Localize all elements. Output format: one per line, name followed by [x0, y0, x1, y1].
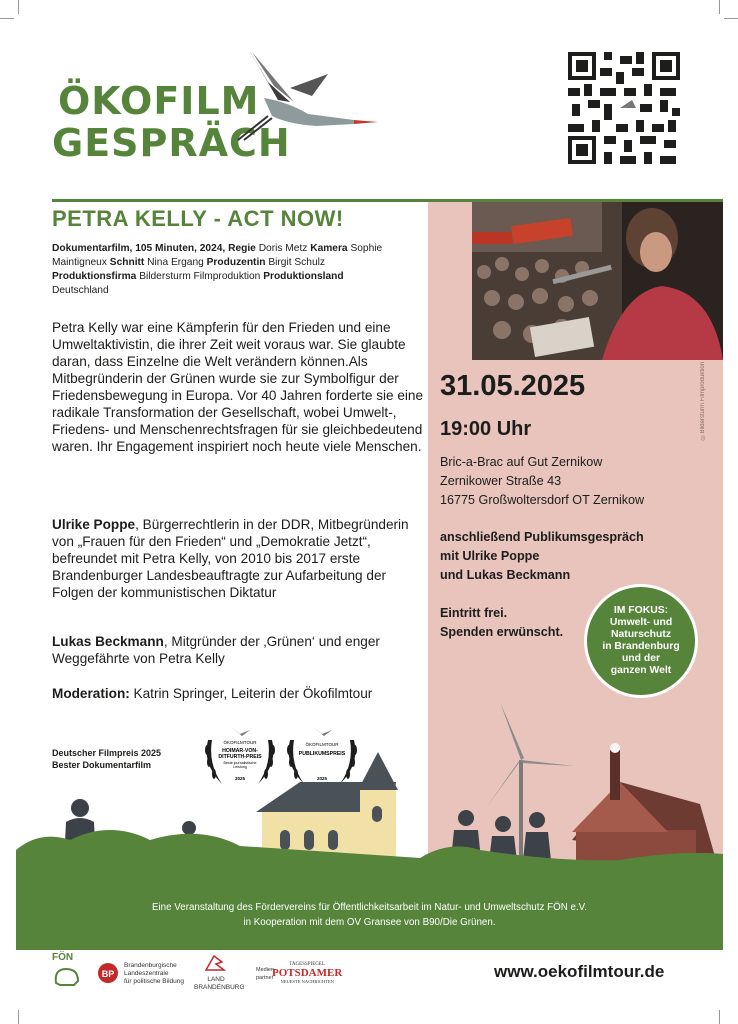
firma-value: Bildersturm Filmproduktion — [139, 271, 261, 282]
regie-value: Doris Metz — [258, 243, 308, 254]
prize-line1: Deutscher Filmpreis 2025 — [52, 748, 162, 758]
frog-icon — [52, 963, 82, 987]
film-title: PETRA KELLY - ACT NOW! — [52, 206, 344, 231]
land-brandenburg-text — [194, 976, 245, 992]
land-line: BRANDENBURG — [194, 984, 245, 991]
laurel-name1: HOIMAR-VON- — [222, 748, 258, 754]
moderation-label: Moderation: — [52, 686, 130, 701]
laurel-top: ÖKOFILMTOUR — [305, 742, 339, 747]
schnitt-label: Schnitt — [109, 257, 145, 268]
badge-line: IM FOKUS: — [613, 605, 669, 616]
kamera-value: Sophie Maintigneux — [52, 243, 383, 268]
guest-lukas-beckmann — [52, 633, 424, 667]
media-line: partner — [256, 975, 274, 981]
badge-line: Umwelt- und — [609, 617, 673, 628]
venue-line: Bric-a-Brac auf Gut Zernikow — [440, 455, 603, 469]
blpb-icon — [97, 962, 119, 984]
laurel-sub2: Leistung — [233, 765, 247, 769]
film-still-photo — [472, 202, 723, 360]
footer-text — [16, 900, 723, 930]
footer-line2: in Kooperation mit dem OV Gransee von B90/Die Grünen. — [243, 917, 496, 928]
crop-mark — [18, 0, 19, 14]
guest-ulrike-poppe — [52, 516, 424, 601]
footer-line1: Eine Veranstaltung des Fördervereins für Öffentlichkeitsarbeit im Natur- und Umweltschutz FÖN e.V. — [151, 902, 588, 913]
event-time: 19:00 Uhr — [440, 418, 532, 440]
fon-logo-text: FÖN — [52, 952, 74, 963]
pnn-line: NEUESTE NACHRICHTEN — [280, 979, 334, 984]
pnn-logo — [272, 962, 342, 984]
crop-mark — [719, 1010, 720, 1024]
land-label: Produktionsland — [263, 271, 344, 282]
website-link[interactable]: www.oekofilmtour.de — [494, 962, 665, 981]
event-entry — [440, 604, 563, 642]
crane-bird-icon — [228, 42, 384, 142]
laurel-name2: DITFURTH-PREIS — [218, 754, 262, 760]
badge-line: Naturschutz — [610, 629, 672, 640]
entry-line: Eintritt frei. — [440, 606, 508, 620]
prize-line2: Bester Dokumentarfilm — [52, 760, 152, 770]
firma-label: Produktionsfirma — [52, 271, 137, 282]
event-talk — [440, 528, 644, 585]
laurel-year: 2025 — [234, 776, 246, 781]
svg-text:BP: BP — [101, 969, 115, 979]
crowd-photo-illustration — [472, 202, 723, 360]
blpb-line: Landeszentrale — [124, 970, 169, 977]
badge-line: und der — [621, 653, 661, 664]
laurel-sub1: Beste journalistische — [223, 761, 257, 765]
film-description: Petra Kelly war eine Kämpferin für den Frieden und eine Umweltaktivistin, die ihrer Zeit weit voraus war. Sie glaubte daran, dass Einzelne die Welt verändern können.Als Mitbegründerin der Grünen wurde sie zur Symbolfigur der Friedensbewegung in Europa. Vor 40 Jahren forderte sie eine radikale Transformation der Gesellschaft, wobei Umwelt-, Friedens- und Menschenrechtsfragen für sie gleichbedeutend waren. Ihr Engagement inspiriert noch heute viele Menschen. — [52, 320, 424, 454]
film-info: Dokumentarfilm, 105 Minuten, 2024, — [52, 243, 226, 254]
land-value: Deutschland — [52, 285, 109, 296]
venue-line: Zernikower Straße 43 — [440, 474, 562, 488]
regie-label: Regie — [228, 243, 256, 254]
guest-bio: , Bürgerrechtlerin in der DDR, Mitbegründerin von „Frauen für den Frieden“ und „Demokratie Jetzt“, befreundet mit Petra Kelly, von 2010 bis 2017 erste Brandenburger Landesbeauftragte zur Aufarbeitung der Folgen der kommunistischen Diktatur — [52, 517, 409, 600]
laurel-name1: PUBLIKUMSPREIS — [298, 751, 346, 757]
badge-line: in Brandenburg — [602, 641, 680, 652]
produzentin-value: Birgit Schulz — [268, 257, 325, 268]
laurel-top: ÖKOFILMTOUR — [223, 740, 257, 745]
guest-bio: , Mitgründer der ‚Grünen‘ und enger Weggefährte von Petra Kelly — [52, 634, 380, 666]
film-credits — [52, 242, 422, 298]
moderation-text: Katrin Springer, Leiterin der Ökofilmtour — [129, 686, 373, 701]
media-line: Medien- — [256, 967, 276, 973]
fon-logo — [52, 952, 86, 992]
focus-badge — [584, 584, 698, 698]
logo-line2: GESPRÄCH — [52, 121, 291, 165]
crop-mark — [719, 0, 720, 14]
brandenburg-eagle-icon — [200, 952, 230, 974]
crop-mark — [18, 1010, 19, 1024]
venue-line: 16775 Großwoltersdorf OT Zernikow — [440, 493, 645, 507]
logo-line1: ÖKOFILM — [58, 79, 260, 123]
qr-code[interactable] — [568, 52, 680, 164]
pnn-line: TAGESSPIEGEL — [289, 962, 325, 967]
land-line: LAND — [207, 976, 225, 983]
crop-mark — [724, 18, 738, 19]
event-date: 31.05.2025 — [440, 370, 586, 402]
kamera-label: Kamera — [310, 243, 348, 254]
talk-line: und Lukas Beckmann — [440, 568, 571, 582]
guest-name: Ulrike Poppe — [52, 517, 136, 532]
pnn-line: POTSDAMER — [272, 967, 343, 979]
blpb-line: Brandenburgische — [124, 962, 177, 969]
photo-credit: ©Bildersturm Filmproduktion — [700, 362, 706, 440]
blpb-logo — [97, 962, 119, 989]
guest-name: Lukas Beckmann — [52, 634, 164, 649]
talk-line: mit Ulrike Poppe — [440, 549, 540, 563]
laurel-year: 2025 — [316, 776, 328, 781]
crop-mark — [0, 18, 14, 19]
blpb-text — [124, 962, 184, 986]
entry-line: Spenden erwünscht. — [440, 625, 564, 639]
event-venue — [440, 453, 644, 510]
produzentin-label: Produzentin — [206, 257, 266, 268]
schnitt-value: Nina Ergang — [147, 257, 204, 268]
badge-line: ganzen Welt — [610, 665, 672, 676]
blpb-line: für politische Bildung — [124, 978, 184, 985]
talk-line: anschließend Publikumsgespräch — [440, 530, 644, 544]
